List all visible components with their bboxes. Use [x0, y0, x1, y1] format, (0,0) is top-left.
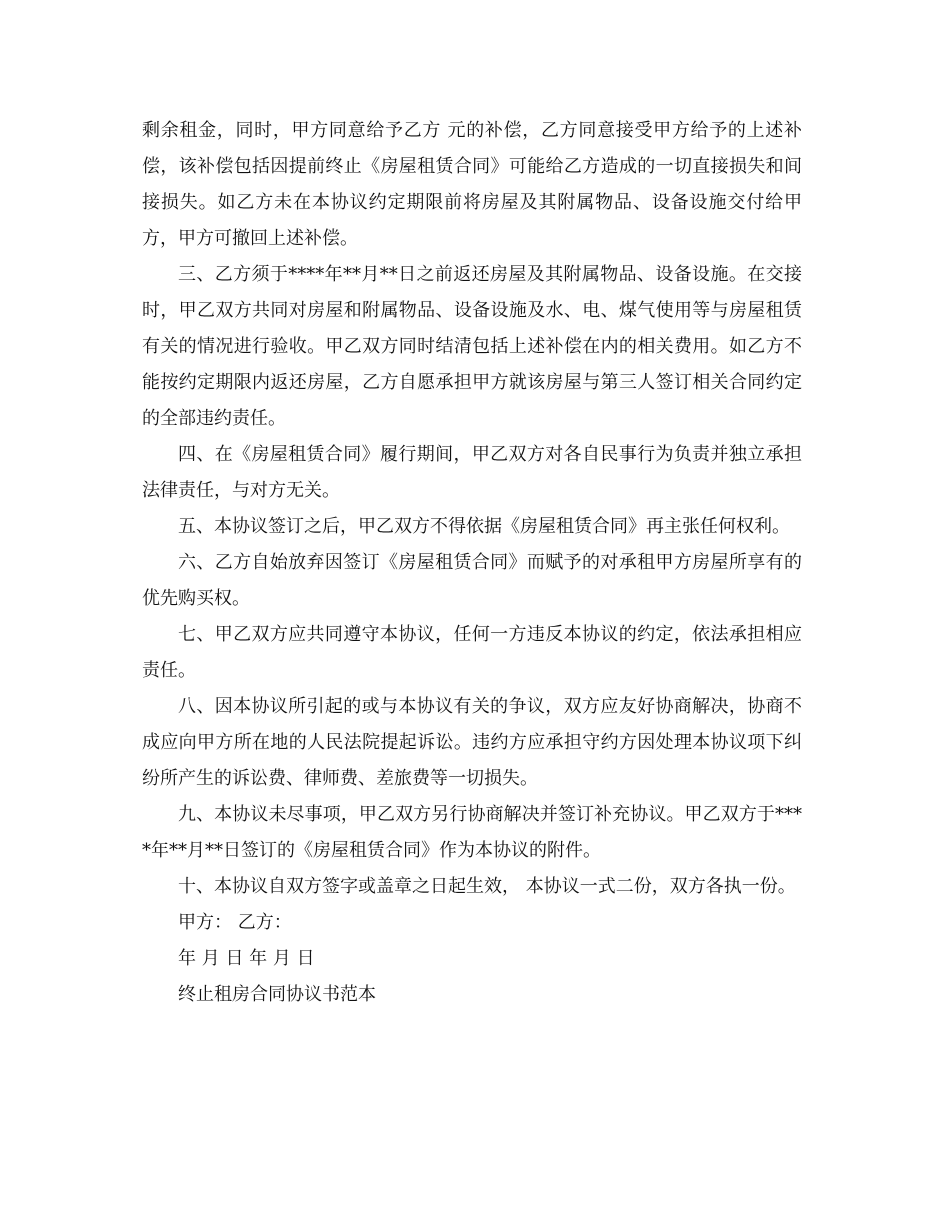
paragraph-clause-10: 十、本协议自双方签字或盖章之日起生效， 本协议一式二份，双方各执一份。 — [178, 876, 796, 897]
signature-parties: 甲方： 乙方： — [178, 912, 292, 933]
paragraph-clause-3: 三、乙方须于****年**月**日之前返还房屋及其附属物品、设备设施。在交接时，甲乙双方共同对房屋和附属物品、设备设施及水、电、煤气使用等与房屋租赁有关的情况进行验收。甲乙双方同时结清包括上述补偿在内的相关费用。如乙方不能按约定期限内返还房屋，乙方自愿承担甲方就该房屋与第三人签订相关合同约定的全部违约责任。 — [142, 264, 802, 429]
paragraph-clause-9: 九、本协议未尽事项，甲乙双方另行协商解决并签订补充协议。甲乙双方于****年**月**日签订的《房屋租赁合同》作为本协议的附件。 — [142, 804, 802, 861]
paragraph-clause-4: 四、在《房屋租赁合同》履行期间，甲乙双方对各自民事行为负责并独立承担法律责任，与对方无关。 — [142, 444, 802, 501]
paragraph-clause-8: 八、因本协议所引起的或与本协议有关的争议，双方应友好协商解决，协商不成应向甲方所在地的人民法院提起诉讼。违约方应承担守约方因处理本协议项下纠纷所产生的诉讼费、律师费、差旅费等一切损失。 — [142, 696, 802, 789]
signature-dates: 年 月 日 年 月 日 — [178, 948, 315, 969]
paragraph-clause-6: 六、乙方自始放弃因签订《房屋租赁合同》而赋予的对承租甲方房屋所享有的优先购买权。 — [142, 552, 802, 609]
paragraph-clause-7: 七、甲乙双方应共同遵守本协议，任何一方违反本协议的约定，依法承担相应责任。 — [142, 624, 802, 681]
paragraph-clause-5: 五、本协议签订之后，甲乙双方不得依据《房屋租赁合同》再主张任何权利。 — [178, 516, 790, 537]
paragraph-compensation: 剩余租金，同时，甲方同意给予乙方 元的补偿，乙方同意接受甲方给予的上述补偿，该补偿包括因提前终止《房屋租赁合同》可能给乙方造成的一切直接损失和间接损失。如乙方未在本协议约定期限前将房屋及其附属物品、设备设施交付给甲方，甲方可撤回上述补偿。 — [142, 120, 802, 249]
footer-title: 终止租房合同协议书范本 — [178, 984, 376, 1005]
document-body — [142, 113, 802, 1013]
